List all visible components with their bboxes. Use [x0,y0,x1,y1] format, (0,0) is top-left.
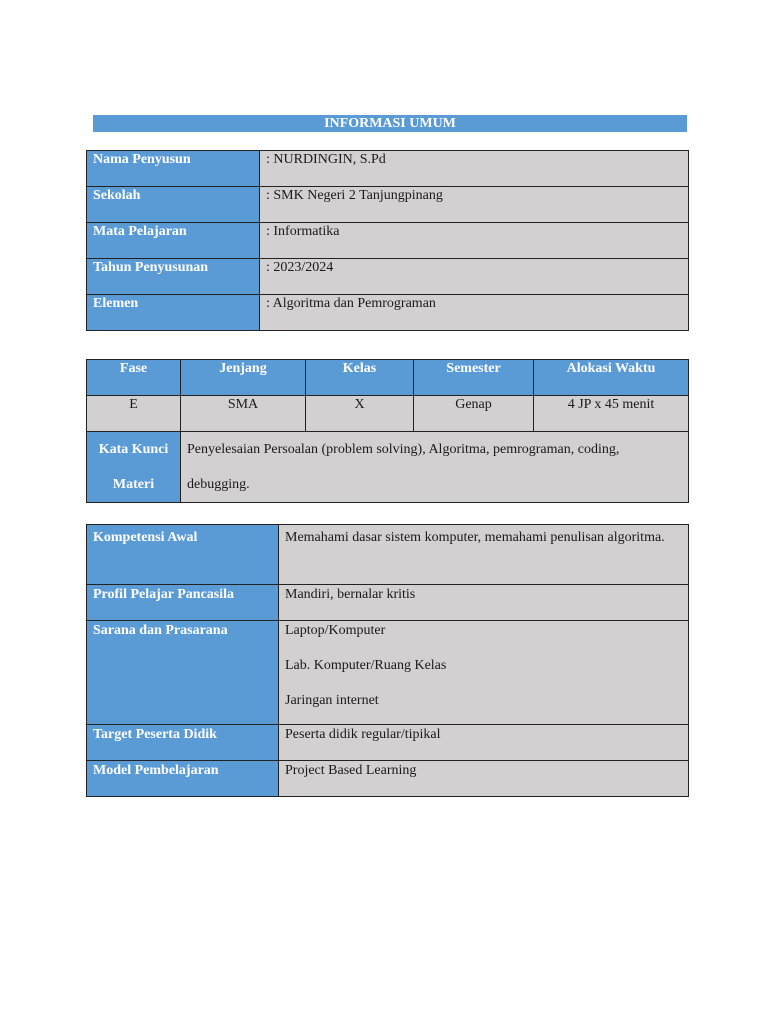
label-profil-pelajar-pancasila: Profil Pelajar Pancasila [87,585,279,621]
header-fase: Fase [87,360,181,396]
value-jenjang: SMA [181,396,306,432]
sarana-item: Lab. Komputer/Ruang Kelas [285,658,447,673]
value-target-peserta-didik: Peserta didik regular/tipikal [279,725,689,761]
value-alokasi-waktu: 4 JP x 45 menit [534,396,689,432]
header-alokasi-waktu: Alokasi Waktu [534,360,689,396]
class-table [86,359,689,503]
header-jenjang: Jenjang [181,360,306,396]
value-tahun-penyusunan: : 2023/2024 [260,259,689,295]
label-nama-penyusun: Nama Penyusun [87,151,260,187]
value-profil-pelajar-pancasila: Mandiri, bernalar kritis [279,585,689,621]
label-elemen: Elemen [87,295,260,331]
value-kata-kunci-materi: Penyelesaian Persoalan (problem solving), Algoritma, pemrograman, coding, debugging. [181,432,689,503]
table-row [87,187,689,223]
table-row [87,151,689,187]
label-mata-pelajaran: Mata Pelajaran [87,223,260,259]
sarana-item: Jaringan internet [285,693,379,708]
value-nama-penyusun: : NURDINGIN, S.Pd [260,151,689,187]
table-row [87,223,689,259]
section-title: INFORMASI UMUM [93,115,687,132]
value-fase: E [87,396,181,432]
value-semester: Genap [414,396,534,432]
table-row [87,396,689,432]
value-model-pembelajaran: Project Based Learning [279,761,689,797]
label-sarana-dan-prasarana: Sarana dan Prasarana [87,621,279,725]
value-sekolah: : SMK Negeri 2 Tanjungpinang [260,187,689,223]
value-sarana-dan-prasarana [279,621,689,725]
label-model-pembelajaran: Model Pembelajaran [87,761,279,797]
header-semester: Semester [414,360,534,396]
label-kata-kunci-materi: Kata Kunci Materi [87,432,181,503]
label-sekolah: Sekolah [87,187,260,223]
value-elemen: : Algoritma dan Pemrograman [260,295,689,331]
value-kelas: X [306,396,414,432]
header-kelas: Kelas [306,360,414,396]
table-row [87,585,689,621]
table-row [87,432,689,503]
value-mata-pelajaran: : Informatika [260,223,689,259]
label-tahun-penyusunan: Tahun Penyusunan [87,259,260,295]
table-row [87,621,689,725]
label-kompetensi-awal: Kompetensi Awal [87,525,279,585]
info-table [86,150,689,331]
table-header-row [87,360,689,396]
value-kompetensi-awal: Memahami dasar sistem komputer, memahami penulisan algoritma. [279,525,689,585]
label-target-peserta-didik: Target Peserta Didik [87,725,279,761]
sarana-item: Laptop/Komputer [285,623,386,638]
details-table [86,524,689,797]
table-row [87,259,689,295]
table-row [87,295,689,331]
table-row [87,525,689,585]
table-row [87,761,689,797]
table-row [87,725,689,761]
